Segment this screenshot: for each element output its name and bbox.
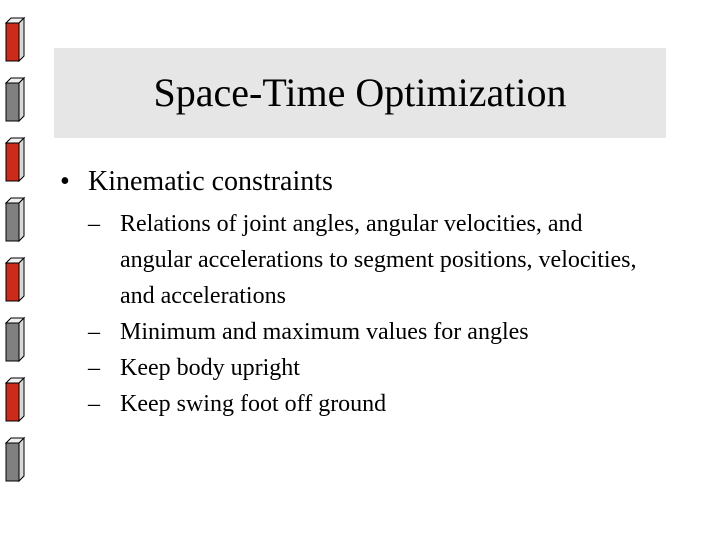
- binder-ring-icon: [6, 78, 24, 121]
- binder-ring-icon: [6, 18, 24, 61]
- binder-ring-icon: [6, 438, 24, 481]
- slide-title: Space-Time Optimization: [153, 70, 567, 115]
- sub-bullet-item: [60, 314, 660, 350]
- title-banner: [54, 48, 666, 138]
- sub-bullet-item: [60, 386, 660, 422]
- sub-bullet-item: [60, 350, 660, 386]
- sub-bullet-text: Relations of joint angles, angular velocities, and angular accelerations to segment positions, velocities, and accelerations: [120, 211, 637, 309]
- binder-rings: [4, 0, 26, 540]
- sub-bullet-text: Keep body upright: [120, 355, 300, 381]
- slide-content: [60, 164, 680, 422]
- binder-ring-icon: [6, 198, 24, 241]
- sub-bullet-text: Keep swing foot off ground: [120, 391, 387, 417]
- sub-bullet-dash: –: [88, 319, 100, 345]
- binder-ring-icon: [6, 258, 24, 301]
- bullet-mark: •: [60, 166, 70, 197]
- sub-bullet-dash: –: [88, 355, 100, 381]
- binder-ring-icon: [6, 138, 24, 181]
- sub-bullet-item: [60, 206, 660, 314]
- binder-ring-icon: [6, 318, 24, 361]
- sub-bullet-dash: –: [88, 211, 100, 237]
- sub-bullet-dash: –: [88, 391, 100, 417]
- bullet-kinematic-constraints: [60, 164, 680, 200]
- binder-ring-icon: [6, 378, 24, 421]
- bullet-text: Kinematic constraints: [88, 166, 333, 197]
- sub-bullet-list: [60, 206, 680, 422]
- sub-bullet-text: Minimum and maximum values for angles: [120, 319, 529, 345]
